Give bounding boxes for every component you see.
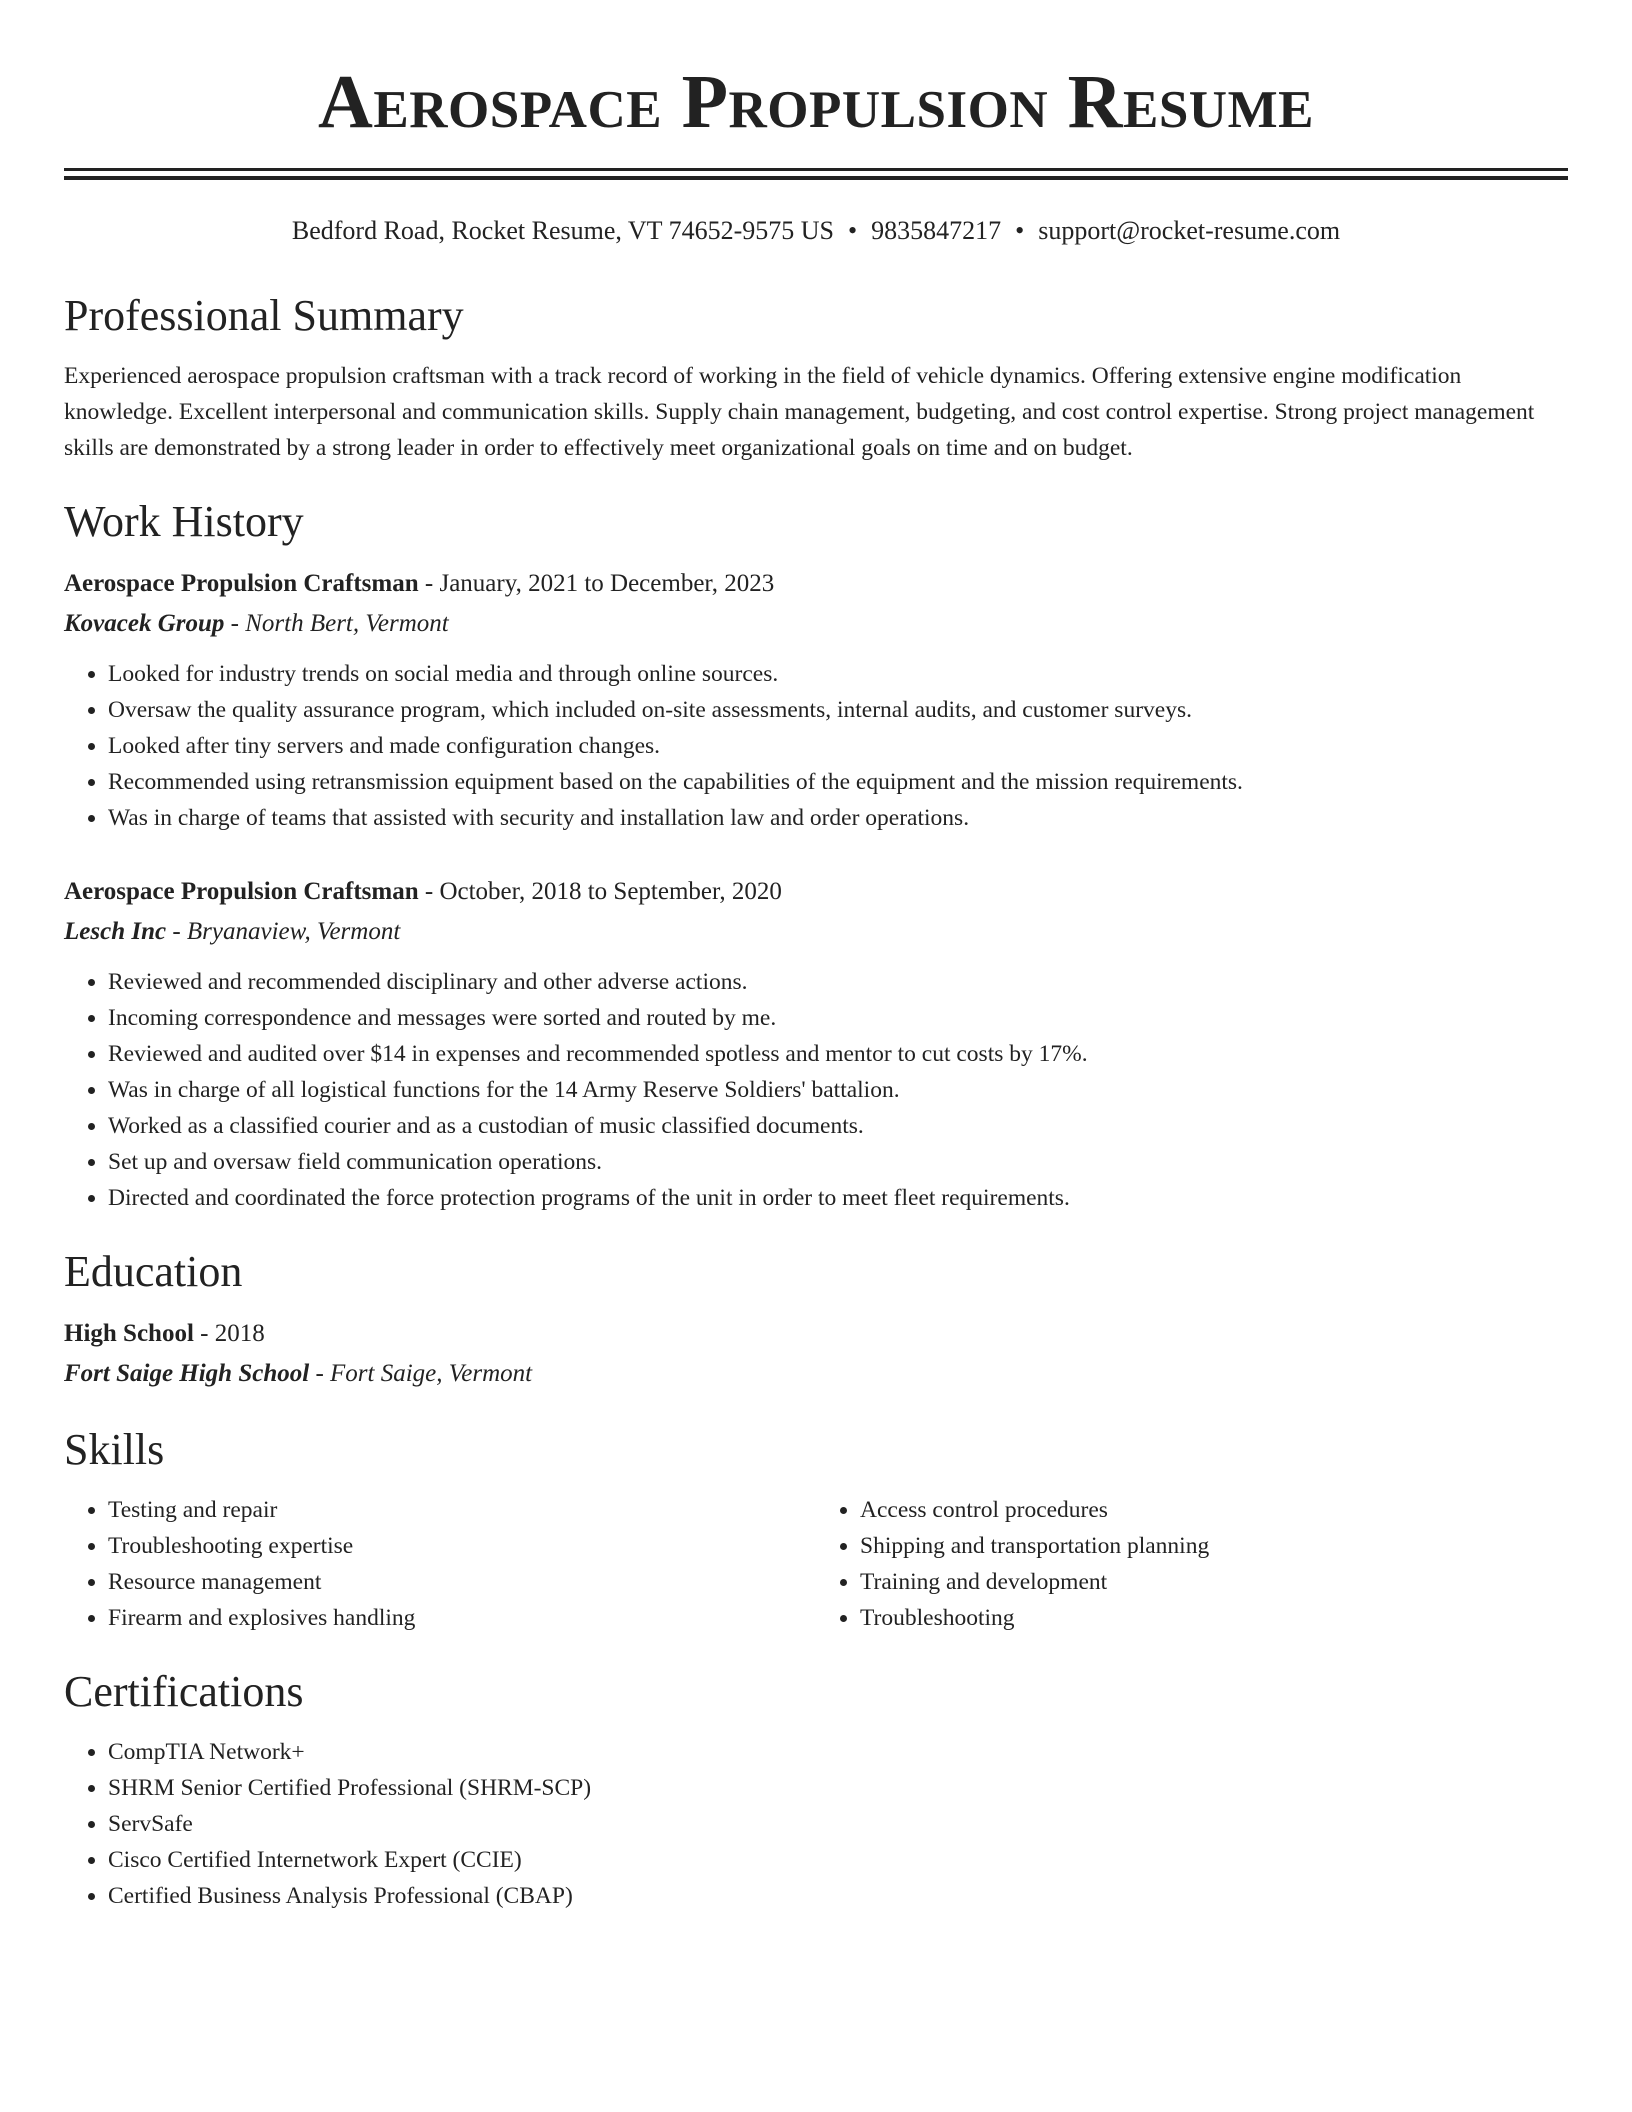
contact-separator: • xyxy=(1015,216,1025,245)
degree: High School xyxy=(64,1320,194,1347)
summary-text: Experienced aerospace propulsion craftsman with a track record of working in the field of vehicle dynamics. Offering extensive engine modification knowledge. Excellent interpersonal and communication skills. Supply chain management, budgeting, and cost control expertise. Strong project management skills are demonstrated by a strong leader in order to effectively meet organizational goals on time and on budget. xyxy=(64,363,1535,461)
job-entry xyxy=(64,564,1568,836)
school-name: Fort Saige High School xyxy=(64,1360,310,1387)
contact-line xyxy=(64,214,1568,248)
job-bullet: • Incoming correspondence and messages were sorted and routed by me. xyxy=(108,1000,1568,1036)
school-location: - Fort Saige, Vermont xyxy=(309,1360,533,1387)
contact-address: Bedford Road, Rocket Resume, VT 74652-9575 US xyxy=(291,216,834,245)
skills-heading: Skills xyxy=(64,1425,165,1474)
skill-item: • Resource management xyxy=(108,1564,816,1600)
job-bullet: • Looked after tiny servers and made configuration changes. xyxy=(108,728,1568,764)
contact-separator: • xyxy=(847,216,858,245)
job-bullet: • Oversaw the quality assurance program, which included on-site assessments, internal audits, and customer surveys. xyxy=(108,692,1568,728)
job-bullet: • Recommended using retransmission equipment based on the capabilities of the equipment and the mission requirements. xyxy=(108,764,1568,800)
job-title-line xyxy=(64,564,1568,604)
job-title: Aerospace Propulsion Craftsman xyxy=(64,570,419,597)
certification-item: • CompTIA Network+ xyxy=(108,1734,1568,1770)
certification-item: • ServSafe xyxy=(108,1806,1568,1842)
skill-item: • Troubleshooting xyxy=(860,1600,1568,1636)
education-section xyxy=(64,1246,1568,1394)
company-location: - Bryanaview, Vermont xyxy=(166,918,401,945)
contact-phone: 9835847217 xyxy=(871,216,1002,245)
certifications-section xyxy=(64,1666,1568,1914)
job-bullet: • Reviewed and audited over $14 in expenses and recommended spotless and mentor to cut costs by 17%. xyxy=(108,1036,1568,1072)
certification-item: • SHRM Senior Certified Professional (SHRM-SCP) xyxy=(108,1770,1568,1806)
education-entry xyxy=(64,1314,1568,1394)
skill-item: • Training and development xyxy=(860,1564,1568,1600)
job-bullets xyxy=(64,656,1568,836)
company-line xyxy=(64,912,1568,952)
skills-section xyxy=(64,1424,1568,1636)
skill-item: • Testing and repair xyxy=(108,1492,816,1528)
title-rule-bottom xyxy=(64,176,1568,180)
contact-email: support@rocket-resume.com xyxy=(1038,216,1341,245)
company-name: Kovacek Group xyxy=(64,610,225,637)
job-title: Aerospace Propulsion Craftsman xyxy=(64,878,419,905)
summary-section xyxy=(64,290,1568,466)
education-heading: Education xyxy=(64,1247,243,1296)
summary-heading: Professional Summary xyxy=(64,291,464,340)
job-dates: - October, 2018 to September, 2020 xyxy=(418,878,782,905)
skill-item: • Access control procedures xyxy=(860,1492,1568,1528)
job-bullet: • Directed and coordinated the force protection programs of the unit in order to meet fleet requirements. xyxy=(108,1180,1568,1216)
skills-right-column xyxy=(816,1492,1568,1636)
company-line xyxy=(64,604,1568,644)
company-location: - North Bert, Vermont xyxy=(224,610,449,637)
company-name: Lesch Inc xyxy=(64,918,167,945)
school-line xyxy=(64,1354,1568,1394)
degree-line xyxy=(64,1314,1568,1354)
skill-item: • Troubleshooting expertise xyxy=(108,1528,816,1564)
job-bullets xyxy=(64,964,1568,1216)
certifications-heading: Certifications xyxy=(64,1667,304,1716)
job-title-line xyxy=(64,872,1568,912)
job-bullet: • Worked as a classified courier and as a custodian of music classified documents. xyxy=(108,1108,1568,1144)
work-history-section xyxy=(64,496,1568,1216)
resume-title: Aerospace Propulsion Resume xyxy=(318,60,1314,144)
graduation-year: - 2018 xyxy=(193,1320,265,1347)
certification-item: • Cisco Certified Internetwork Expert (CCIE) xyxy=(108,1842,1568,1878)
job-bullet: • Set up and oversaw field communication operations. xyxy=(108,1144,1568,1180)
work-history-heading: Work History xyxy=(64,497,304,546)
job-bullet: • Reviewed and recommended disciplinary and other adverse actions. xyxy=(108,964,1568,1000)
title-rule-top xyxy=(64,168,1568,171)
certification-item: • Certified Business Analysis Professional (CBAP) xyxy=(108,1878,1568,1914)
skill-item: • Firearm and explosives handling xyxy=(108,1600,816,1636)
job-dates: - January, 2021 to December, 2023 xyxy=(418,570,775,597)
skills-left-column xyxy=(64,1492,816,1636)
job-entry xyxy=(64,872,1568,1216)
certifications-list xyxy=(64,1734,1568,1914)
job-bullet: • Looked for industry trends on social media and through online sources. xyxy=(108,656,1568,692)
skills-columns xyxy=(64,1492,1568,1636)
skill-item: • Shipping and transportation planning xyxy=(860,1528,1568,1564)
job-bullet: • Was in charge of teams that assisted with security and installation law and order operations. xyxy=(108,800,1568,836)
job-bullet: • Was in charge of all logistical functions for the 14 Army Reserve Soldiers' battalion. xyxy=(108,1072,1568,1108)
